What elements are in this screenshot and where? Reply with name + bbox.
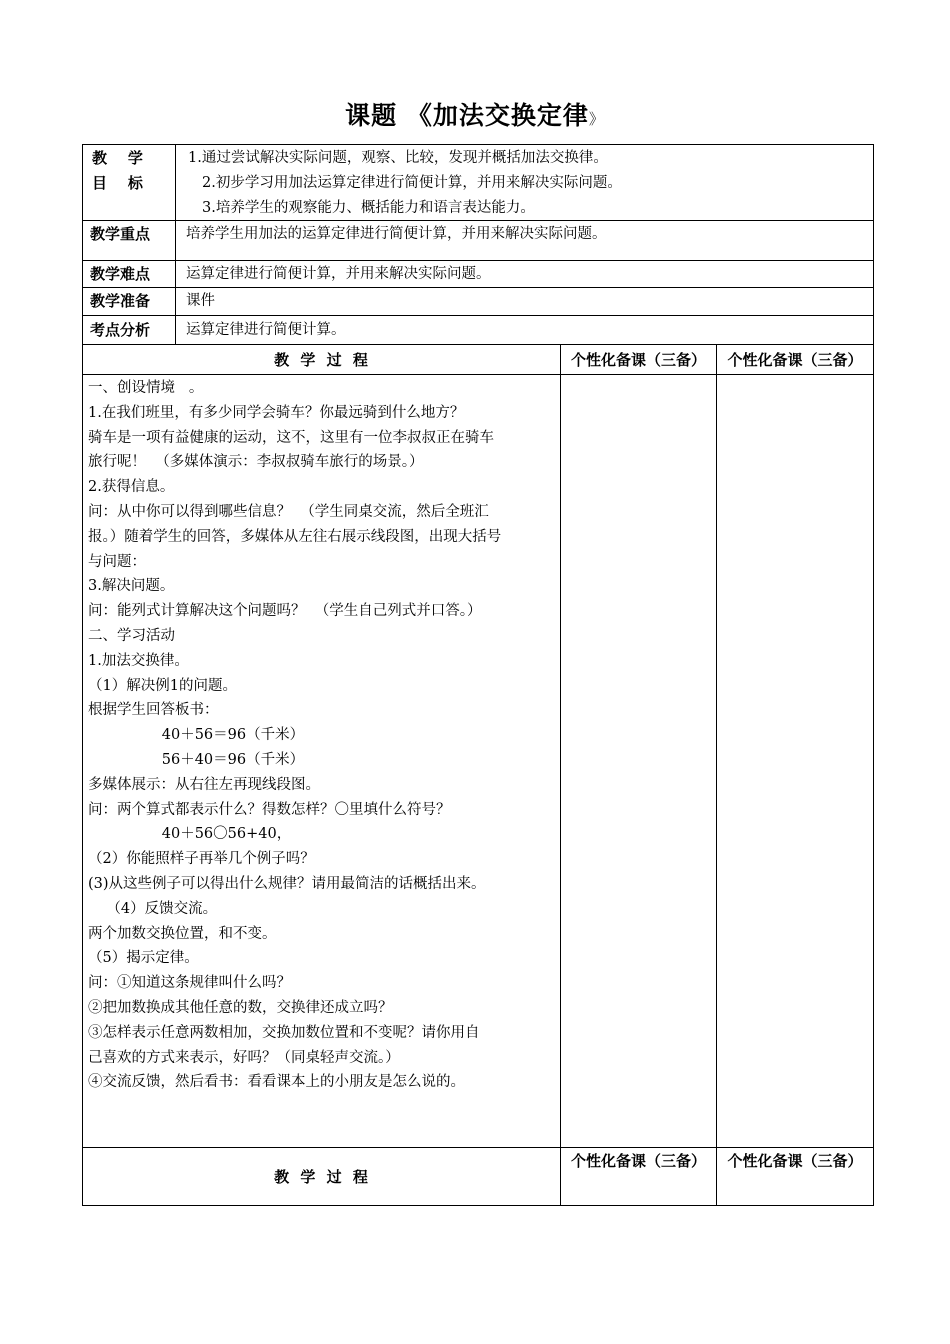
process-line: 40＋56＝96（千米） bbox=[88, 727, 305, 744]
table-border-top bbox=[82, 144, 874, 145]
process-line: 问：①知道这条规律叫什么吗？ bbox=[88, 975, 291, 992]
objective-item: 3.培养学生的观察能力、概括能力和语言表达能力。 bbox=[202, 200, 535, 216]
row-divider bbox=[82, 260, 874, 261]
label-divider bbox=[175, 144, 176, 345]
process-line: （2）你能照样子再举几个例子吗？ bbox=[88, 851, 315, 868]
difficulties-label: 教学难点 bbox=[90, 265, 151, 283]
process-line: 一、创设情境 。 bbox=[88, 380, 204, 396]
process-line: 多媒体展示：从右往左再现线段图。 bbox=[88, 776, 320, 793]
objective-item: 2.初步学习用加法运算定律进行简便计算，并用来解决实际问题。 bbox=[202, 175, 622, 191]
title-main: 课题 《加法交换定律 bbox=[345, 101, 589, 130]
objective-item: 1.通过尝试解决实际问题，观察、比较，发现并概括加法交换律。 bbox=[188, 150, 608, 166]
process-line: 问：两个算式都表示什么？得数怎样？〇里填什么符号？ bbox=[88, 801, 451, 818]
preparation-text: 课件 bbox=[186, 293, 215, 309]
row-divider bbox=[82, 344, 874, 345]
process-line: 56＋40＝96（千米） bbox=[88, 751, 305, 768]
process-footer-header: 教 学 过 程 bbox=[274, 1168, 368, 1186]
process-line: 2.获得信息。 bbox=[88, 479, 175, 496]
process-line: 与问题： bbox=[88, 553, 146, 570]
row-divider bbox=[82, 374, 874, 375]
objectives-label-line2: 目 标 bbox=[92, 174, 143, 192]
objectives-label bbox=[92, 146, 143, 196]
objectives-content bbox=[188, 146, 868, 221]
title-close: 》 bbox=[588, 110, 605, 128]
process-line: 问：从中你可以得到哪些信息？ （学生同桌交流，然后全班汇 bbox=[88, 503, 489, 520]
column-divider bbox=[716, 344, 717, 1206]
key-points-label: 教学重点 bbox=[90, 225, 151, 243]
personal-prep-header-1: 个性化备课（三备） bbox=[570, 351, 706, 369]
page-title bbox=[0, 96, 950, 132]
process-line: 骑车是一项有益健康的运动，这不，这里有一位李叔叔正在骑车 bbox=[88, 429, 494, 446]
process-line: 问：能列式计算解决这个问题吗？ （学生自己列式并口答。） bbox=[88, 603, 482, 620]
process-line: 40＋56〇56+40， bbox=[88, 826, 292, 843]
process-line: 1.在我们班里，有多少同学会骑车？你最远骑到什么地方？ bbox=[88, 404, 465, 421]
personal-prep-header-2: 个性化备课（三备） bbox=[727, 351, 863, 369]
exam-analysis-text: 运算定律进行简便计算。 bbox=[186, 322, 346, 338]
process-header: 教 学 过 程 bbox=[274, 351, 368, 369]
objectives-label-line1: 教 学 bbox=[92, 149, 143, 167]
process-line: （4）反馈交流。 bbox=[88, 900, 218, 917]
personal-prep-footer-1: 个性化备课（三备） bbox=[570, 1152, 706, 1170]
row-divider bbox=[82, 1147, 874, 1148]
process-line: 两个加数交换位置，和不变。 bbox=[88, 925, 277, 942]
process-line: 3.解决问题。 bbox=[88, 578, 175, 595]
process-content bbox=[88, 376, 558, 1095]
process-line: ③怎样表示任意两数相加，交换加数位置和不变呢？请你用自 bbox=[88, 1024, 480, 1041]
row-divider bbox=[82, 287, 874, 288]
exam-analysis-label: 考点分析 bbox=[90, 321, 151, 339]
process-line: 根据学生回答板书： bbox=[88, 702, 219, 719]
process-line: 己喜欢的方式来表示，好吗？（同桌轻声交流。） bbox=[88, 1049, 400, 1066]
process-line: （1）解决例1的问题。 bbox=[88, 677, 237, 694]
process-line: （5）揭示定律。 bbox=[88, 950, 199, 967]
table-border-left bbox=[82, 144, 83, 1206]
process-line: 二、学习活动 bbox=[88, 627, 175, 644]
process-line: 报。）随着学生的回答，多媒体从左往右展示线段图，出现大括号 bbox=[88, 528, 502, 545]
process-line: 旅行呢！ （多媒体演示：李叔叔骑车旅行的场景。） bbox=[88, 454, 424, 471]
process-line: (3)从这些例子可以得出什么规律？请用最简洁的话概括出来。 bbox=[88, 875, 486, 892]
key-points-text: 培养学生用加法的运算定律进行简便计算，并用来解决实际问题。 bbox=[186, 226, 607, 242]
process-line: ②把加数换成其他任意的数，交换律还成立吗？ bbox=[88, 999, 393, 1016]
table-border-right bbox=[873, 144, 874, 1206]
row-divider bbox=[82, 315, 874, 316]
table-border-bottom bbox=[82, 1205, 874, 1206]
personal-prep-footer-2: 个性化备课（三备） bbox=[727, 1152, 863, 1170]
process-line: ④交流反馈，然后看书：看看课本上的小朋友是怎么说的。 bbox=[88, 1074, 465, 1091]
column-divider bbox=[560, 344, 561, 1206]
preparation-label: 教学准备 bbox=[90, 292, 151, 310]
process-line: 1.加法交换律。 bbox=[88, 652, 189, 669]
difficulties-text: 运算定律进行简便计算，并用来解决实际问题。 bbox=[186, 266, 491, 282]
